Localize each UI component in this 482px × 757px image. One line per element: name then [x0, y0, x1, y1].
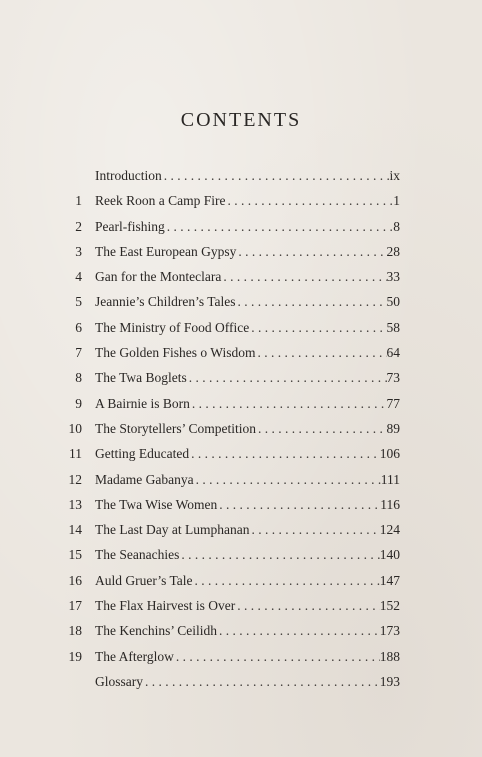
toc-entry [58, 441, 400, 466]
chapter-number: 9 [75, 395, 82, 411]
page-number: 152 [379, 598, 400, 614]
toc-entry-line [95, 441, 400, 466]
chapter-title: The Afterglow [95, 648, 174, 664]
toc-entry-line [95, 542, 400, 567]
chapter-title: A Bairnie is Born [95, 395, 190, 411]
dot-leader [217, 492, 380, 517]
dot-leader [187, 365, 387, 390]
chapter-number: 13 [68, 496, 82, 512]
toc-entry [58, 568, 400, 593]
dot-leader [194, 467, 381, 492]
chapter-title: Introduction [95, 168, 162, 183]
dot-leader [236, 239, 386, 264]
dot-leader [165, 214, 394, 239]
toc-entry [58, 289, 400, 314]
chapter-number: 4 [75, 269, 82, 285]
toc-entry-line [95, 467, 400, 492]
chapter-title: The Ministry of Food Office [95, 319, 250, 335]
toc-entry [58, 391, 400, 416]
chapter-title: The Golden Fishes o Wisdom [95, 345, 256, 361]
toc-entry [58, 644, 400, 669]
toc-entry [58, 264, 400, 289]
dot-leader [249, 517, 379, 542]
dot-leader [217, 618, 380, 643]
dot-leader [193, 568, 380, 593]
page-number: 33 [386, 269, 400, 285]
dot-leader [249, 315, 386, 340]
toc-entry [58, 492, 400, 517]
dot-leader [236, 289, 387, 314]
dot-leader [225, 188, 393, 213]
dot-leader [190, 391, 387, 416]
page-number: 50 [386, 294, 400, 310]
page-number: 193 [379, 673, 400, 689]
chapter-number: 19 [68, 648, 82, 664]
toc-entry-line [95, 289, 400, 314]
toc-entry [58, 416, 400, 441]
contents-heading: CONTENTS [180, 109, 302, 132]
page-number: 77 [386, 395, 400, 411]
page-number: 147 [379, 572, 400, 588]
chapter-title: Gan for the Monteclara [95, 269, 222, 285]
page-number: 106 [379, 446, 400, 462]
chapter-title: Jeannie’s Children’s Tales [95, 294, 236, 310]
page-number: 140 [379, 547, 400, 563]
toc-entry-line [95, 188, 400, 213]
toc-entry-line [95, 391, 400, 416]
chapter-number: 18 [68, 623, 82, 639]
toc-entry-line [95, 618, 400, 643]
dot-leader [143, 669, 380, 694]
chapter-title: The Last Day at Lumphanan [95, 522, 250, 538]
chapter-number: 8 [75, 370, 82, 386]
dot-leader [174, 644, 380, 669]
page-number: 8 [393, 218, 400, 234]
toc-entry [58, 315, 400, 340]
page-number: 173 [379, 623, 400, 639]
dot-leader [221, 264, 386, 289]
chapter-number: 7 [75, 345, 82, 361]
chapter-number: 6 [75, 319, 82, 335]
page-number: 188 [379, 648, 400, 664]
page-number: 1 [393, 193, 400, 209]
page-number: 28 [386, 243, 400, 259]
dot-leader [256, 416, 387, 441]
chapter-title: The Storytellers’ Competition [95, 420, 256, 436]
dot-leader [179, 542, 379, 567]
page-number: 64 [386, 345, 400, 361]
chapter-number: 17 [68, 598, 82, 614]
chapter-number: 15 [68, 547, 82, 563]
toc-entry [58, 542, 400, 567]
toc-entry-line [95, 340, 400, 365]
toc-entry-line [95, 593, 400, 618]
chapter-number: 14 [68, 522, 82, 538]
toc-entry [58, 517, 400, 542]
chapter-number: 2 [75, 218, 82, 234]
chapter-title: Glossary [95, 673, 143, 689]
toc-entry [58, 340, 400, 365]
toc-entry [58, 593, 400, 618]
table-of-contents [58, 163, 400, 694]
page-number: 73 [386, 370, 400, 386]
toc-entry [58, 467, 400, 492]
toc-entry-line [95, 669, 400, 694]
page-number: 124 [379, 522, 400, 538]
toc-entry [58, 214, 400, 239]
toc-entry [58, 669, 400, 694]
toc-entry [58, 163, 400, 188]
dot-leader [162, 163, 390, 188]
chapter-number: 11 [69, 446, 82, 462]
toc-entry [58, 239, 400, 264]
toc-entry-line [95, 517, 400, 542]
chapter-number: 16 [68, 572, 82, 588]
chapter-title: The East European Gypsy [95, 243, 237, 259]
toc-entry-line [95, 644, 400, 669]
toc-entry-line [95, 264, 400, 289]
chapter-title: Pearl-fishing [95, 218, 165, 234]
chapter-title: Madame Gabanya [95, 471, 194, 487]
toc-entry-line [95, 416, 400, 441]
chapter-number: 3 [75, 243, 82, 259]
page-number: 111 [380, 471, 400, 487]
toc-entry-line [95, 214, 400, 239]
chapter-title: The Flax Hairvest is Over [95, 598, 236, 614]
page-number: 116 [380, 496, 400, 512]
chapter-number: 12 [68, 471, 82, 487]
chapter-number: 10 [68, 420, 82, 436]
chapter-title: The Twa Boglets [95, 370, 187, 386]
toc-entry [58, 188, 400, 213]
dot-leader [235, 593, 380, 618]
chapter-number: 5 [75, 294, 82, 310]
toc-entry-line [95, 163, 400, 188]
toc-entry-line [95, 365, 400, 390]
dot-leader [189, 441, 380, 466]
page-number: 58 [386, 319, 400, 335]
chapter-title: Reek Roon a Camp Fire [95, 193, 226, 209]
chapter-title: Getting Educated [95, 446, 190, 462]
chapter-number: 1 [75, 193, 82, 209]
toc-entry-line [95, 568, 400, 593]
toc-entry [58, 365, 400, 390]
chapter-title: The Kenchins’ Ceilidh [95, 623, 217, 639]
toc-entry [58, 618, 400, 643]
dot-leader [255, 340, 386, 365]
page-number: ix [389, 168, 400, 183]
chapter-title: The Twa Wise Women [95, 496, 218, 512]
chapter-title: Auld Gruer’s Tale [95, 572, 193, 588]
toc-entry-line [95, 315, 400, 340]
toc-entry-line [95, 239, 400, 264]
page-number: 89 [386, 420, 400, 436]
toc-entry-line [95, 492, 400, 517]
chapter-title: The Seanachies [95, 547, 180, 563]
